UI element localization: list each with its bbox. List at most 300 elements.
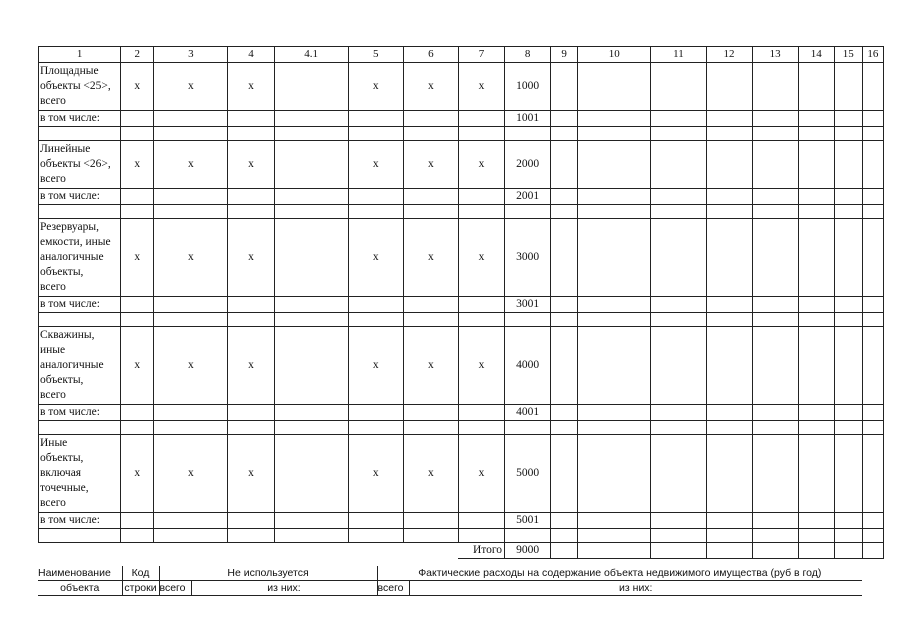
empty-cell (862, 63, 883, 111)
empty-cell (834, 543, 862, 559)
not-applicable-mark: x (121, 141, 154, 189)
not-applicable-mark: x (154, 327, 228, 405)
not-applicable-mark: x (121, 63, 154, 111)
empty-cell (551, 421, 578, 435)
empty-cell (834, 435, 862, 513)
object-name-line: емкости, иные (40, 236, 111, 248)
empty-cell (798, 205, 834, 219)
empty-cell (228, 297, 274, 313)
empty-cell (348, 405, 403, 421)
empty-cell (862, 297, 883, 313)
table-row (39, 529, 884, 543)
empty-cell (403, 405, 458, 421)
empty-cell (458, 189, 504, 205)
empty-cell (862, 529, 883, 543)
empty-cell (651, 219, 706, 297)
empty-cell (798, 529, 834, 543)
empty-cell (274, 435, 348, 513)
empty-cell (39, 421, 121, 435)
row-code-cell: 1000 (505, 63, 551, 111)
not-used-total-header: всего (159, 581, 191, 596)
empty-cell (458, 421, 504, 435)
column-number: 12 (706, 47, 752, 63)
empty-cell (651, 529, 706, 543)
empty-cell (274, 189, 348, 205)
column-number: 11 (651, 47, 706, 63)
empty-cell (348, 529, 403, 543)
empty-cell (862, 327, 883, 405)
empty-cell (651, 513, 706, 529)
empty-cell (348, 189, 403, 205)
empty-cell (798, 111, 834, 127)
empty-cell (551, 297, 578, 313)
empty-cell (798, 327, 834, 405)
empty-cell (752, 297, 798, 313)
not-applicable-mark: x (121, 435, 154, 513)
object-name-cell (39, 219, 121, 297)
property-expenses-table (38, 46, 884, 559)
empty-cell (578, 205, 651, 219)
column-number: 6 (403, 47, 458, 63)
empty-cell (505, 313, 551, 327)
empty-cell (862, 111, 883, 127)
empty-cell (228, 313, 274, 327)
empty-cell (578, 127, 651, 141)
empty-cell (403, 513, 458, 529)
empty-cell (403, 189, 458, 205)
empty-cell (348, 421, 403, 435)
empty-cell (505, 127, 551, 141)
object-name-cell (39, 63, 121, 111)
object-name-line: точечные, (40, 482, 89, 494)
column-number: 9 (551, 47, 578, 63)
empty-cell (121, 205, 154, 219)
empty-cell (458, 205, 504, 219)
empty-cell (752, 435, 798, 513)
empty-cell (834, 405, 862, 421)
empty-cell (798, 63, 834, 111)
not-applicable-mark: x (403, 141, 458, 189)
row-code-cell: 1001 (505, 111, 551, 127)
empty-cell (706, 327, 752, 405)
empty-cell (228, 205, 274, 219)
empty-cell (862, 189, 883, 205)
row-code-cell: 3001 (505, 297, 551, 313)
empty-cell (752, 205, 798, 219)
empty-cell (578, 63, 651, 111)
empty-cell (752, 421, 798, 435)
row-code-cell: 2000 (505, 141, 551, 189)
object-name-line: всего (40, 389, 66, 401)
empty-cell (798, 405, 834, 421)
empty-cell (651, 63, 706, 111)
empty-cell (752, 513, 798, 529)
empty-cell (551, 127, 578, 141)
empty-cell (458, 513, 504, 529)
empty-cell (578, 513, 651, 529)
including-label: в том числе: (39, 297, 121, 313)
empty-cell (403, 313, 458, 327)
not-applicable-mark: x (121, 219, 154, 297)
object-name-line: аналогичные (40, 359, 104, 371)
empty-cell (798, 141, 834, 189)
not-applicable-mark: x (228, 219, 274, 297)
empty-cell (403, 111, 458, 127)
empty-cell (505, 205, 551, 219)
empty-cell (551, 529, 578, 543)
empty-cell (651, 189, 706, 205)
column-number: 8 (505, 47, 551, 63)
empty-cell (228, 513, 274, 529)
empty-cell (228, 189, 274, 205)
empty-cell (121, 421, 154, 435)
not-applicable-mark: x (348, 219, 403, 297)
empty-cell (834, 513, 862, 529)
empty-cell (121, 313, 154, 327)
empty-cell (706, 543, 752, 559)
empty-cell (651, 297, 706, 313)
total-row (39, 543, 884, 559)
table-footer-header (38, 566, 862, 596)
empty-cell (834, 111, 862, 127)
empty-cell (551, 111, 578, 127)
empty-cell (551, 435, 578, 513)
not-applicable-mark: x (348, 435, 403, 513)
empty-cell (551, 189, 578, 205)
total-code-cell: 9000 (505, 543, 551, 559)
empty-cell (651, 313, 706, 327)
actual-of-them-header: из них: (409, 581, 862, 596)
empty-cell (798, 513, 834, 529)
empty-cell (651, 111, 706, 127)
including-label: в том числе: (39, 513, 121, 529)
empty-cell (651, 543, 706, 559)
not-applicable-mark: x (228, 435, 274, 513)
empty-cell (706, 313, 752, 327)
empty-cell (706, 529, 752, 543)
empty-cell (551, 141, 578, 189)
empty-cell (551, 405, 578, 421)
object-name-line: Резервуары, (40, 221, 99, 233)
empty-cell (154, 405, 228, 421)
empty-cell (651, 435, 706, 513)
empty-cell (834, 529, 862, 543)
including-label: в том числе: (39, 405, 121, 421)
table-row (39, 297, 884, 313)
empty-cell (274, 141, 348, 189)
empty-cell (458, 313, 504, 327)
empty-cell (651, 421, 706, 435)
empty-cell (862, 141, 883, 189)
not-applicable-mark: x (154, 141, 228, 189)
empty-cell (274, 513, 348, 529)
column-number: 14 (798, 47, 834, 63)
not-applicable-mark: x (458, 141, 504, 189)
empty-cell (578, 405, 651, 421)
column-number: 3 (154, 47, 228, 63)
column-number: 4 (228, 47, 274, 63)
object-name-line: объекты, (40, 266, 84, 278)
total-spacer (39, 543, 459, 559)
empty-cell (798, 219, 834, 297)
column-number: 4.1 (274, 47, 348, 63)
empty-cell (154, 421, 228, 435)
not-applicable-mark: x (228, 141, 274, 189)
not-applicable-mark: x (403, 63, 458, 111)
object-name-line: всего (40, 281, 66, 293)
empty-cell (862, 205, 883, 219)
empty-cell (862, 219, 883, 297)
object-name-line: Площадные (40, 65, 99, 77)
not-applicable-mark: x (154, 219, 228, 297)
column-number: 13 (752, 47, 798, 63)
row-code-cell: 5000 (505, 435, 551, 513)
object-name-line: Скважины, (40, 329, 95, 341)
object-name-line: Иные (40, 437, 68, 449)
column-number-row (39, 47, 884, 63)
empty-cell (274, 405, 348, 421)
empty-cell (154, 205, 228, 219)
empty-cell (348, 297, 403, 313)
empty-cell (154, 297, 228, 313)
empty-cell (228, 127, 274, 141)
row-code-cell: 2001 (505, 189, 551, 205)
empty-cell (274, 297, 348, 313)
empty-cell (551, 327, 578, 405)
empty-cell (798, 543, 834, 559)
not-applicable-mark: x (228, 327, 274, 405)
empty-cell (706, 219, 752, 297)
empty-cell (274, 219, 348, 297)
empty-cell (403, 529, 458, 543)
empty-cell (274, 111, 348, 127)
including-label: в том числе: (39, 111, 121, 127)
empty-cell (651, 327, 706, 405)
object-name-line: всего (40, 95, 66, 107)
row-code-header: Код (122, 566, 159, 581)
empty-cell (121, 189, 154, 205)
table-row (39, 435, 884, 513)
empty-cell (39, 127, 121, 141)
empty-cell (798, 435, 834, 513)
empty-cell (274, 421, 348, 435)
empty-cell (274, 127, 348, 141)
object-name-line: всего (40, 497, 66, 509)
empty-cell (752, 127, 798, 141)
empty-cell (834, 127, 862, 141)
empty-cell (121, 529, 154, 543)
not-applicable-mark: x (403, 435, 458, 513)
empty-cell (798, 297, 834, 313)
empty-cell (578, 435, 651, 513)
empty-cell (154, 111, 228, 127)
column-number: 1 (39, 47, 121, 63)
empty-cell (834, 297, 862, 313)
empty-cell (706, 405, 752, 421)
empty-cell (348, 205, 403, 219)
empty-cell (651, 205, 706, 219)
empty-cell (798, 313, 834, 327)
empty-cell (154, 529, 228, 543)
empty-cell (834, 327, 862, 405)
object-name-line: Линейные (40, 143, 91, 155)
empty-cell (578, 421, 651, 435)
empty-cell (651, 141, 706, 189)
empty-cell (706, 421, 752, 435)
empty-cell (834, 189, 862, 205)
actual-total-header: всего (377, 581, 409, 596)
empty-cell (403, 297, 458, 313)
empty-cell (121, 111, 154, 127)
empty-cell (154, 189, 228, 205)
empty-cell (551, 513, 578, 529)
empty-cell (752, 63, 798, 111)
not-used-of-them-header: из них: (191, 581, 377, 596)
empty-cell (121, 127, 154, 141)
not-applicable-mark: x (154, 63, 228, 111)
actual-expenses-header: Фактические расходы на содержание объекта недвижимого имущества (руб в год) (377, 566, 862, 581)
column-number: 7 (458, 47, 504, 63)
object-name-line: всего (40, 173, 66, 185)
table-row (39, 219, 884, 297)
object-name-cell (39, 327, 121, 405)
empty-cell (706, 111, 752, 127)
empty-cell (348, 313, 403, 327)
empty-cell (752, 111, 798, 127)
empty-cell (505, 529, 551, 543)
empty-cell (228, 405, 274, 421)
empty-cell (651, 405, 706, 421)
table-row (39, 189, 884, 205)
not-applicable-mark: x (403, 219, 458, 297)
not-applicable-mark: x (458, 435, 504, 513)
empty-cell (348, 111, 403, 127)
empty-cell (458, 297, 504, 313)
empty-cell (752, 141, 798, 189)
empty-cell (578, 219, 651, 297)
empty-cell (403, 127, 458, 141)
not-applicable-mark: x (458, 219, 504, 297)
not-applicable-mark: x (154, 435, 228, 513)
including-label: в том числе: (39, 189, 121, 205)
empty-cell (862, 127, 883, 141)
empty-cell (121, 297, 154, 313)
empty-cell (458, 127, 504, 141)
row-code-cell: 5001 (505, 513, 551, 529)
column-number: 16 (862, 47, 883, 63)
not-used-header: Не используется (159, 566, 377, 581)
empty-cell (752, 405, 798, 421)
table-row (39, 63, 884, 111)
empty-cell (651, 127, 706, 141)
empty-cell (39, 529, 121, 543)
empty-cell (752, 189, 798, 205)
empty-cell (706, 513, 752, 529)
table-row (39, 111, 884, 127)
empty-cell (578, 111, 651, 127)
table-row (39, 327, 884, 405)
not-applicable-mark: x (348, 141, 403, 189)
table-row (39, 405, 884, 421)
not-applicable-mark: x (348, 327, 403, 405)
empty-cell (348, 513, 403, 529)
total-label: Итого (458, 543, 504, 559)
empty-cell (39, 313, 121, 327)
empty-cell (551, 219, 578, 297)
not-applicable-mark: x (458, 63, 504, 111)
table-row (39, 421, 884, 435)
empty-cell (834, 219, 862, 297)
empty-cell (706, 435, 752, 513)
column-number: 2 (121, 47, 154, 63)
row-code-cell: 4001 (505, 405, 551, 421)
empty-cell (752, 313, 798, 327)
empty-cell (274, 529, 348, 543)
empty-cell (578, 141, 651, 189)
empty-cell (551, 63, 578, 111)
empty-cell (228, 421, 274, 435)
object-name-line: объекты <25>, (40, 80, 111, 92)
object-name-line: объекты, (40, 452, 84, 464)
empty-cell (154, 127, 228, 141)
empty-cell (798, 127, 834, 141)
empty-cell (578, 327, 651, 405)
empty-cell (834, 421, 862, 435)
empty-cell (228, 529, 274, 543)
empty-cell (274, 63, 348, 111)
empty-cell (228, 111, 274, 127)
empty-cell (752, 219, 798, 297)
table-row (39, 205, 884, 219)
empty-cell (578, 189, 651, 205)
empty-cell (862, 405, 883, 421)
empty-cell (862, 313, 883, 327)
empty-cell (578, 543, 651, 559)
table-row (39, 313, 884, 327)
empty-cell (706, 141, 752, 189)
empty-cell (403, 205, 458, 219)
empty-cell (706, 189, 752, 205)
empty-cell (403, 421, 458, 435)
empty-cell (834, 141, 862, 189)
row-code-cell: 4000 (505, 327, 551, 405)
empty-cell (752, 327, 798, 405)
empty-cell (551, 313, 578, 327)
empty-cell (798, 189, 834, 205)
object-name-line: объекты, (40, 374, 84, 386)
empty-cell (706, 127, 752, 141)
empty-cell (862, 543, 883, 559)
empty-cell (706, 297, 752, 313)
empty-cell (274, 327, 348, 405)
empty-cell (706, 63, 752, 111)
empty-cell (458, 111, 504, 127)
empty-cell (862, 513, 883, 529)
empty-cell (578, 297, 651, 313)
not-applicable-mark: x (228, 63, 274, 111)
object-name-header: Наименование (38, 566, 122, 581)
empty-cell (458, 529, 504, 543)
column-number: 15 (834, 47, 862, 63)
object-name-line: аналогичные (40, 251, 104, 263)
empty-cell (834, 205, 862, 219)
empty-cell (834, 313, 862, 327)
empty-cell (551, 205, 578, 219)
empty-cell (752, 529, 798, 543)
empty-cell (274, 205, 348, 219)
empty-cell (578, 313, 651, 327)
empty-cell (798, 421, 834, 435)
